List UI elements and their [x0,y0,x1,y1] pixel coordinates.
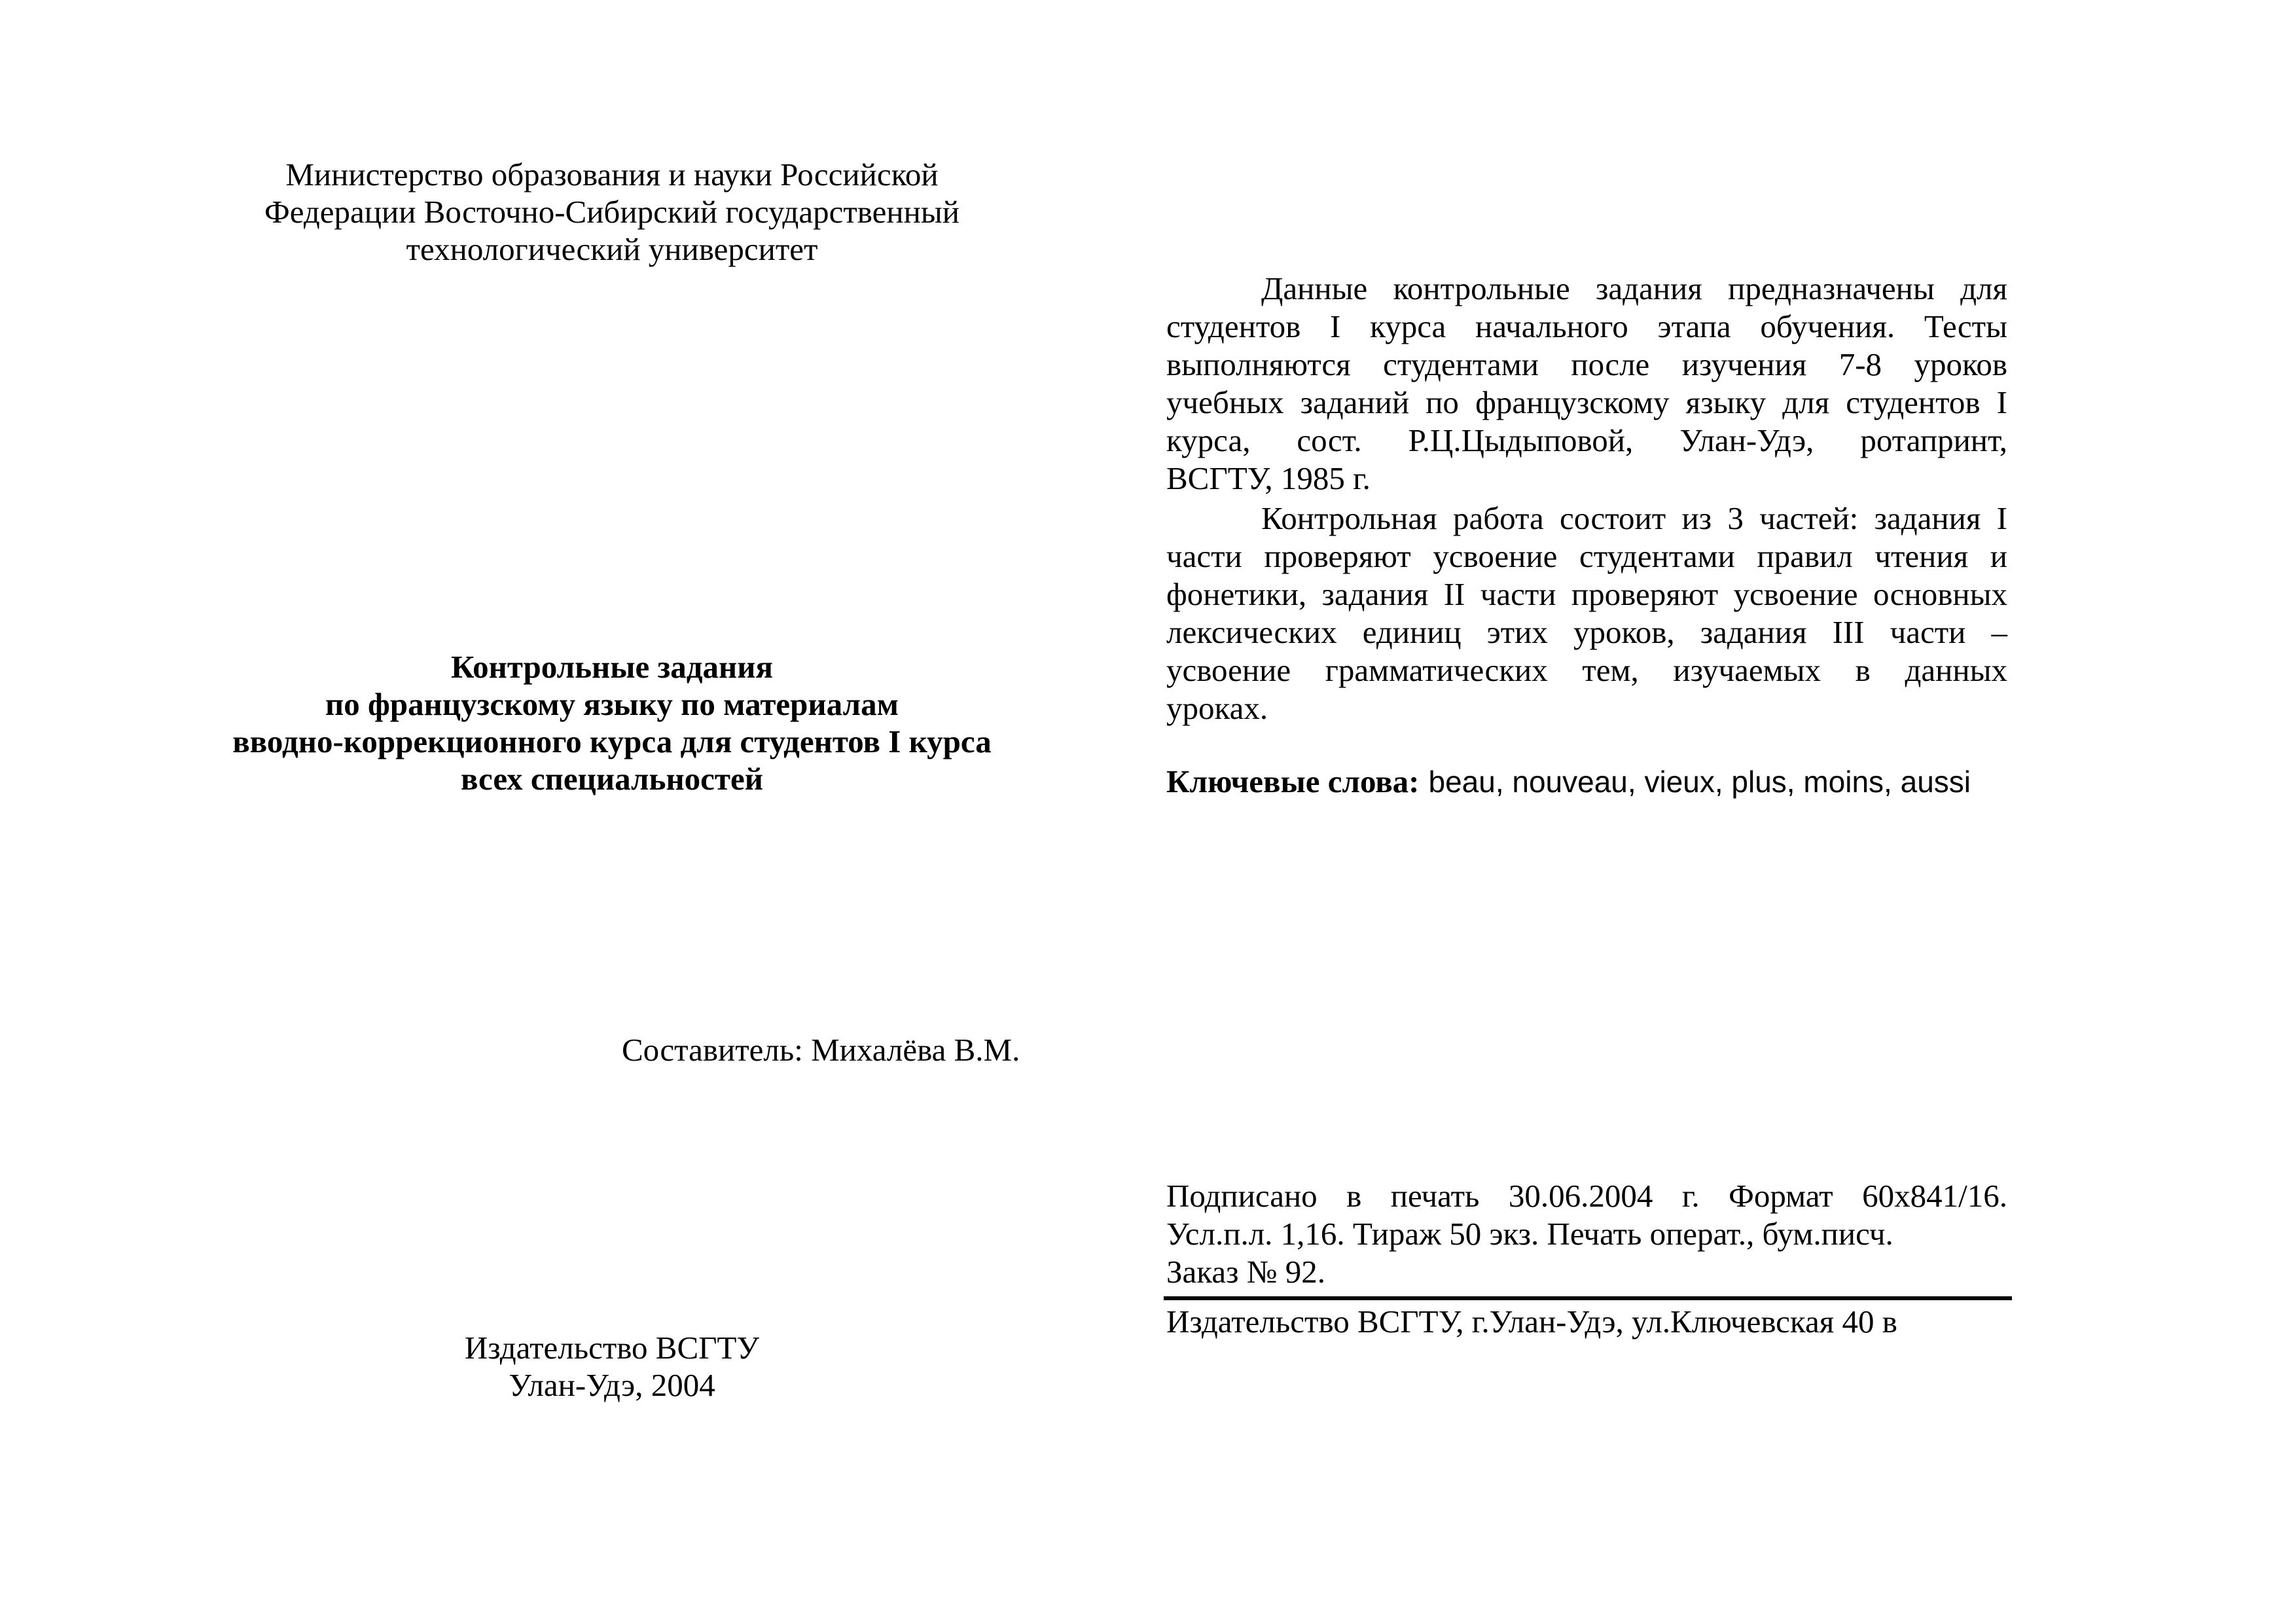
keywords-label: Ключевые слова: [1166,763,1420,799]
ministry-line: Федерации Восточно-Сибирский государственный [264,194,960,230]
paragraph-line: усвоение грамматических тем, изучаемых в данных [1166,652,2007,688]
ministry-line: технологический университет [406,231,818,267]
paragraph-line: Данные контрольные задания предназначены для [1261,270,2007,306]
title-line: всех специальностей [461,761,763,797]
imprint-line: Усл.п.л. 1,16. Тираж 50 экз. Печать операт., бум.писч. [1166,1216,1893,1252]
print-imprint [1166,1177,2007,1291]
paragraph-line: студентов I курса начального этапа обучения. Тесты [1166,308,2007,344]
ministry-line: Министерство образования и науки Российской [285,156,939,192]
publisher-line: Улан-Удэ, 2004 [509,1367,715,1403]
paragraph-line: лексических единиц этих уроков, задания III части – [1166,614,2007,650]
imprint-divider [1164,1296,2012,1300]
imprint-line: Подписано в печать 30.06.2004 г. Формат 60х841/16. [1166,1178,2007,1214]
description-paragraph-1 [1166,270,2007,498]
compiler-credit: Составитель: Михалёва В.М. [622,1032,1020,1068]
paragraph-line: уроках. [1166,690,1268,726]
publisher-footer [0,1329,1224,1404]
title-line: по французскому языку по материалам [325,686,899,722]
title-line: Контрольные задания [451,649,773,685]
imprint-publisher-address: Издательство ВСГТУ, г.Улан-Удэ, ул.Ключевская 40 в [1166,1304,1897,1340]
description-paragraph-2 [1166,500,2007,727]
paragraph-line: части проверяют усвоение студентами правил чтения и [1166,538,2007,574]
paragraph-line: учебных заданий по французскому языку для студентов I [1166,384,2007,420]
document-title [0,648,1224,797]
imprint-line: Заказ № 92. [1166,1254,1325,1290]
ministry-header [0,156,1224,268]
title-line: вводно-коррекционного курса для студентов I курса [232,723,992,759]
paragraph-line: ВСГТУ, 1985 г. [1166,460,1371,496]
publisher-line: Издательство ВСГТУ [464,1330,760,1366]
paragraph-line: выполняются студентами после изучения 7-8 уроков [1166,346,2007,382]
paragraph-line: фонетики, задания II части проверяют усвоение основных [1166,576,2007,612]
keywords-line [1166,763,2007,801]
keywords-list: beau, nouveau, vieux, plus, moins, aussi [1428,765,1971,799]
right-page [1148,0,2296,1623]
paragraph-line: курса, сост. Р.Ц.Цыдыповой, Улан-Удэ, ротапринт, [1166,422,2007,458]
paragraph-line: Контрольная работа состоит из 3 частей: задания I [1261,500,2007,536]
